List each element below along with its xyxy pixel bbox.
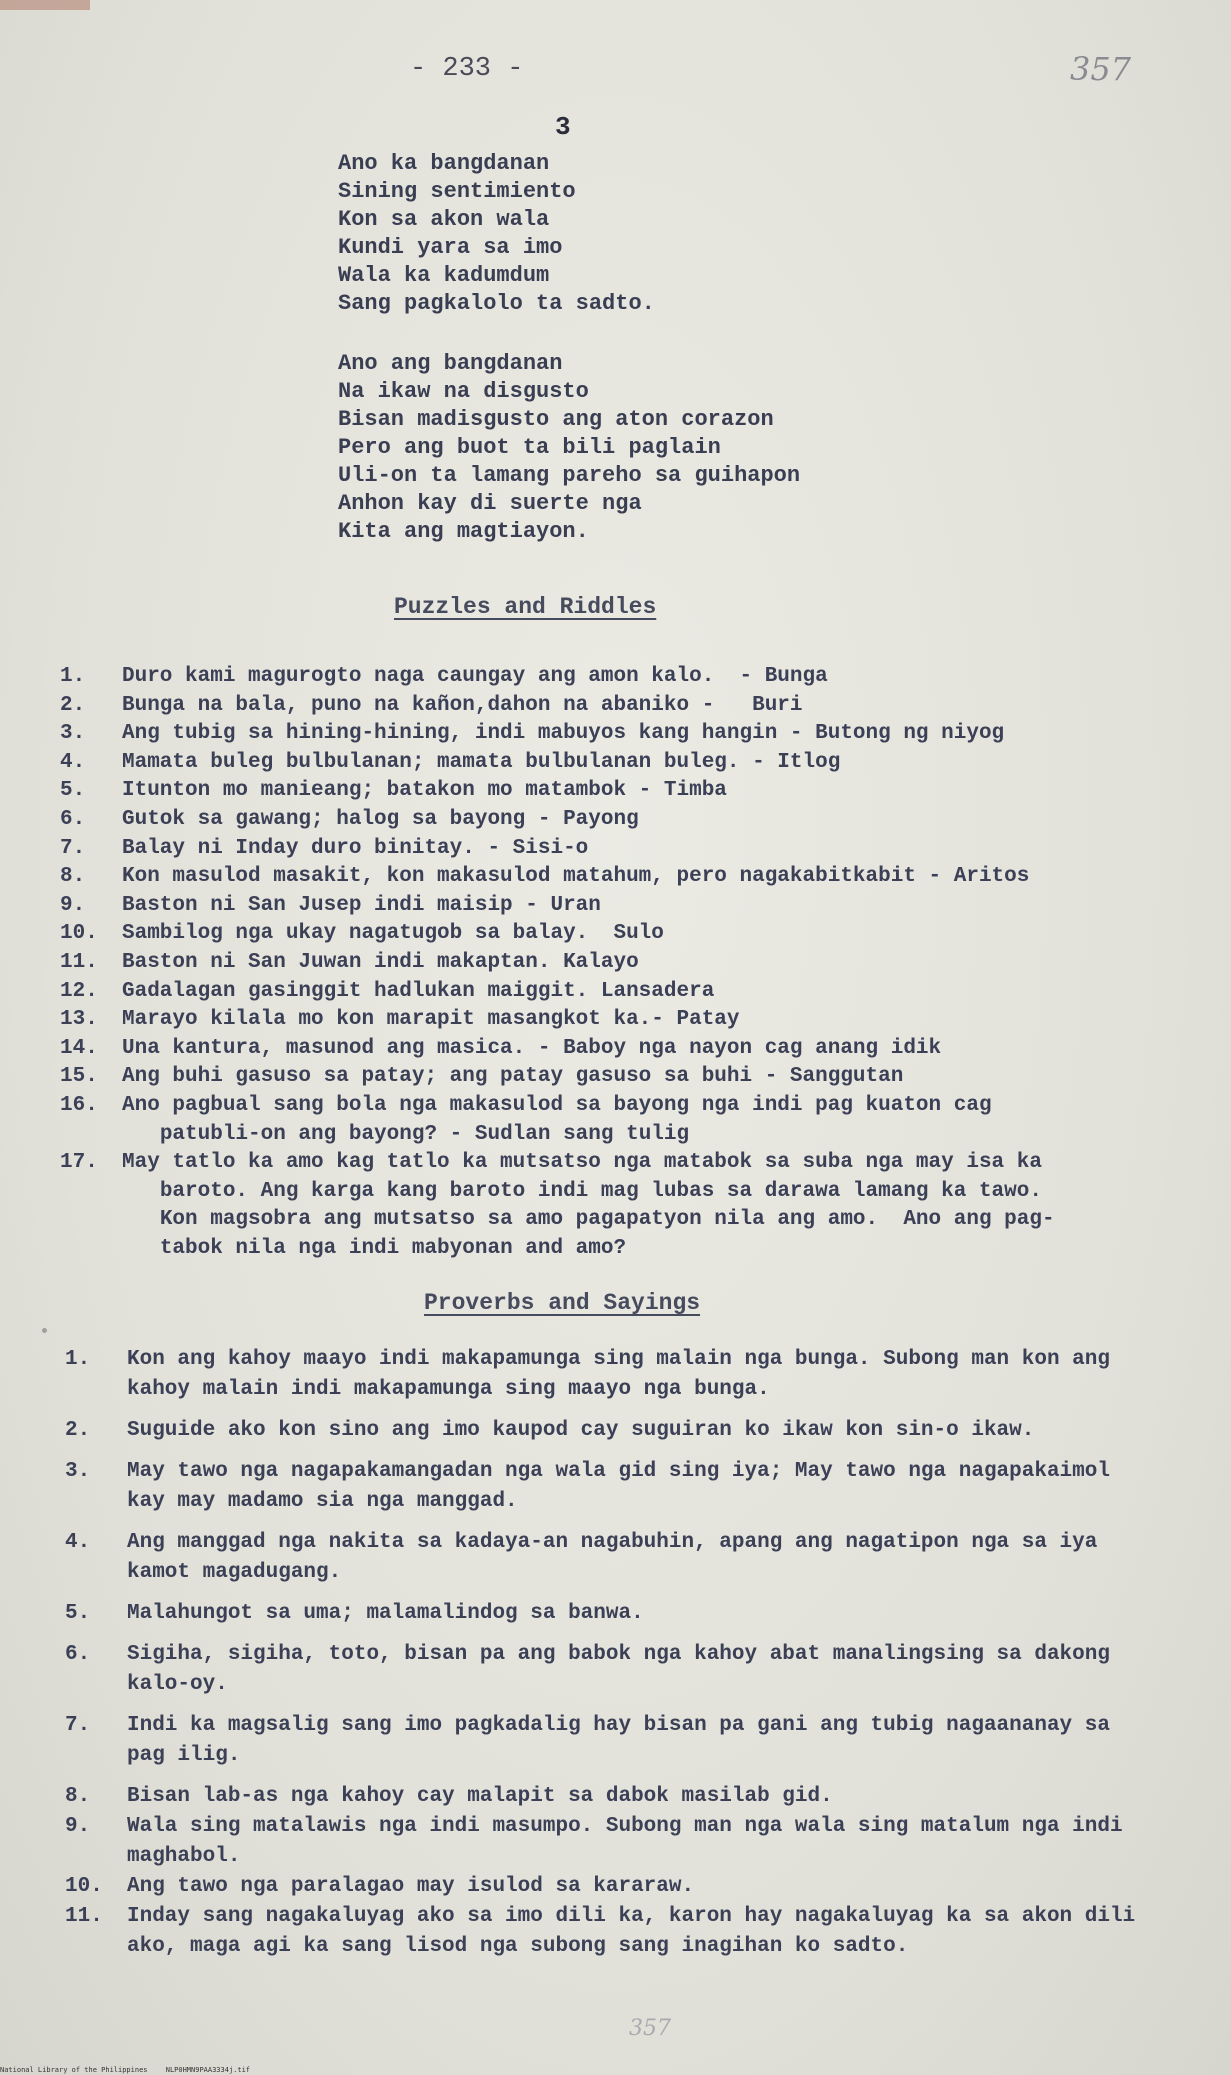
item-text: May tawo nga nagapakamangadan nga wala gid sing iya; May tawo nga nagapakaimol kay may madamo sia nga manggad.	[127, 1460, 1110, 1513]
item-number: 10.	[60, 922, 98, 946]
poem-line: Ano ka bangdanan	[338, 151, 550, 176]
item-number: 12.	[60, 979, 98, 1003]
poem-line: Sang pagkalolo ta sadto.	[338, 291, 655, 316]
footer-file: NLP0HMN9PAA3334j.tif	[165, 2066, 251, 2074]
list-item	[65, 1345, 1155, 1405]
item-text: Baston ni San Juwan indi makaptan. Kalayo	[122, 950, 639, 974]
item-number: 5.	[65, 1602, 91, 1625]
item-number: 2.	[60, 693, 86, 717]
item-text: Mamata buleg bulbulanan; mamata bulbulanan buleg. - Itlog	[122, 750, 841, 774]
poem-line: Kundi yara sa imo	[338, 235, 563, 260]
item-text: Ang tubig sa hining-hining, indi mabuyos kang hangin - Butong ng niyog	[122, 722, 1005, 746]
list-item	[60, 892, 1180, 921]
stamp-number: 357	[629, 2016, 671, 2041]
poem-line: Kon sa akon wala	[338, 207, 550, 232]
list-item	[65, 1640, 1155, 1700]
proverbs-heading: Proverbs and Sayings	[424, 1290, 701, 1316]
list-item	[65, 1872, 1155, 1902]
item-number: 5.	[60, 779, 86, 803]
item-number: 6.	[60, 807, 86, 831]
list-item	[60, 863, 1180, 892]
list-item	[65, 1812, 1155, 1872]
item-number: 11.	[60, 950, 98, 974]
item-text: Duro kami magurogto naga caungay ang amon kalo. - Bunga	[122, 665, 828, 688]
poem-line: Ano ang bangdanan	[338, 351, 563, 376]
item-number: 8.	[65, 1785, 91, 1808]
poem-stanza-1	[338, 150, 655, 318]
corner-mark	[0, 0, 90, 10]
item-text: Sambilog nga ukay nagatugob sa balay. Sulo	[122, 922, 664, 946]
item-text: Indi ka magsalig sang imo pagkadalig hay bisan pa gani ang tubig nagaananay sa pag ilig.	[127, 1714, 1110, 1767]
item-number: 4.	[60, 750, 86, 774]
poem-line: Pero ang buot ta bili paglain	[338, 435, 721, 460]
item-text: Una kantura, masunod ang masica. - Baboy nga nayon cag anang idik	[122, 1036, 942, 1060]
puzzles-heading: Puzzles and Riddles	[394, 594, 657, 620]
list-item	[60, 1035, 1180, 1064]
item-text: Ano pagbual sang bola nga makasulod sa bayong nga indi pag kuaton cag patubli-on ang bayong? - Sudlan sang tulig	[122, 1093, 992, 1146]
list-item	[60, 949, 1180, 978]
item-text: Gutok sa gawang; halog sa bayong - Payong	[122, 807, 639, 831]
list-item	[60, 1006, 1180, 1035]
item-number: 10.	[65, 1875, 103, 1898]
item-number: 4.	[65, 1531, 91, 1554]
item-text: Malahungot sa uma; malamalindog sa banwa.	[127, 1602, 644, 1625]
item-text: Inday sang nagakaluyag ako sa imo dili ka, karon hay nagakaluyag ka sa akon dili ako, maga agi ka sang lisod nga subong sang inagihan ko sadto.	[127, 1905, 1136, 1958]
item-number: 3.	[65, 1460, 91, 1483]
puzzles-list	[60, 663, 1180, 1263]
list-item	[60, 1092, 1180, 1149]
item-number: 15.	[60, 1065, 98, 1089]
item-number: 3.	[60, 722, 86, 746]
proverbs-list	[65, 1345, 1155, 1962]
footer-institution: National Library of the Philippines	[0, 2066, 148, 2074]
list-item	[65, 1416, 1155, 1446]
item-number: 14.	[60, 1036, 98, 1060]
list-item	[60, 720, 1180, 749]
poem-line: Anhon kay di suerte nga	[338, 491, 642, 516]
item-text: May tatlo ka amo kag tatlo ka mutsatso nga matabok sa suba nga may isa ka baroto. Ang karga kang baroto indi mag lubas sa darawa lamang ka tawo. Kon magsobra ang mutsatso sa amo pagapatyon nila ang amo. Ano ang pag- tabok nila nga indi mabyonan and amo?	[122, 1151, 1055, 1260]
poem-line: Na ikaw na disgusto	[338, 379, 589, 404]
item-text: Itunton mo manieang; batakon mo matambok - Timba	[122, 779, 727, 803]
item-number: 11.	[65, 1905, 103, 1928]
item-number: 9.	[65, 1815, 91, 1838]
list-item	[65, 1902, 1155, 1962]
item-text: Sigiha, sigiha, toto, bisan pa ang babok nga kahoy abat manalingsing sa dakong kalo-oy.	[127, 1643, 1110, 1696]
item-number: 7.	[65, 1714, 91, 1737]
list-item	[65, 1711, 1155, 1771]
section-number: 3	[555, 112, 571, 142]
item-number: 17.	[60, 1151, 98, 1175]
list-item	[65, 1782, 1155, 1812]
item-text: Gadalagan gasinggit hadlukan maiggit. Lansadera	[122, 979, 715, 1003]
poem-line: Bisan madisgusto ang aton corazon	[338, 407, 774, 432]
item-number: 1.	[60, 665, 86, 688]
item-text: Bisan lab-as nga kahoy cay malapit sa dabok masilab gid.	[127, 1785, 833, 1808]
item-number: 9.	[60, 893, 86, 917]
poem-line: Kita ang magtiayon.	[338, 519, 589, 544]
item-number: 7.	[60, 836, 86, 860]
item-text: Kon ang kahoy maayo indi makapamunga sing malain nga bunga. Subong man kon ang kahoy malain indi makapamunga sing maayo nga bunga.	[127, 1348, 1110, 1401]
list-item	[60, 749, 1180, 778]
list-item	[60, 920, 1180, 949]
item-number: 13.	[60, 1008, 98, 1032]
item-text: Kon masulod masakit, kon makasulod matahum, pero nagakabitkabit - Aritos	[122, 865, 1030, 889]
item-number: 6.	[65, 1643, 91, 1666]
paper-speck	[42, 1328, 47, 1333]
list-item	[60, 777, 1180, 806]
page-number: - 233 -	[410, 54, 524, 84]
item-text: Baston ni San Jusep indi maisip - Uran	[122, 893, 601, 917]
item-text: Suguide ako kon sino ang imo kaupod cay suguiran ko ikaw kon sin-o ikaw.	[127, 1419, 1035, 1442]
item-number: 8.	[60, 865, 86, 889]
list-item	[65, 1528, 1155, 1588]
list-item	[60, 978, 1180, 1007]
item-text: Ang tawo nga paralagao may isulod sa kararaw.	[127, 1875, 695, 1898]
list-item	[65, 1457, 1155, 1517]
item-text: Balay ni Inday duro binitay. - Sisi-o	[122, 836, 589, 860]
list-item	[65, 1599, 1155, 1629]
item-number: 1.	[65, 1348, 91, 1371]
item-number: 2.	[65, 1419, 91, 1442]
item-number: 16.	[60, 1093, 98, 1117]
list-item	[60, 1149, 1180, 1263]
scan-footer	[0, 2066, 264, 2074]
poem-line: Wala ka kadumdum	[338, 263, 550, 288]
poem-stanza-2	[338, 350, 800, 546]
item-text: Bunga na bala, puno na kañon,dahon na abaniko - Buri	[122, 693, 803, 717]
list-item	[60, 1063, 1180, 1092]
list-item	[60, 663, 1180, 692]
archive-number: 357	[1070, 50, 1132, 88]
item-text: Ang buhi gasuso sa patay; ang patay gasuso sa buhi - Sanggutan	[122, 1065, 904, 1089]
poem-line: Sining sentimiento	[338, 179, 576, 204]
item-text: Wala sing matalawis nga indi masumpo. Subong man nga wala sing matalum nga indi maghabol.	[127, 1815, 1123, 1868]
list-item	[60, 806, 1180, 835]
list-item	[60, 692, 1180, 721]
poem-line: Uli-on ta lamang pareho sa guihapon	[338, 463, 801, 488]
list-item	[60, 835, 1180, 864]
item-text: Ang manggad nga nakita sa kadaya-an nagabuhin, apang ang nagatipon nga sa iya kamot magadugang.	[127, 1531, 1098, 1584]
item-text: Marayo kilala mo kon marapit masangkot ka.- Patay	[122, 1008, 740, 1032]
